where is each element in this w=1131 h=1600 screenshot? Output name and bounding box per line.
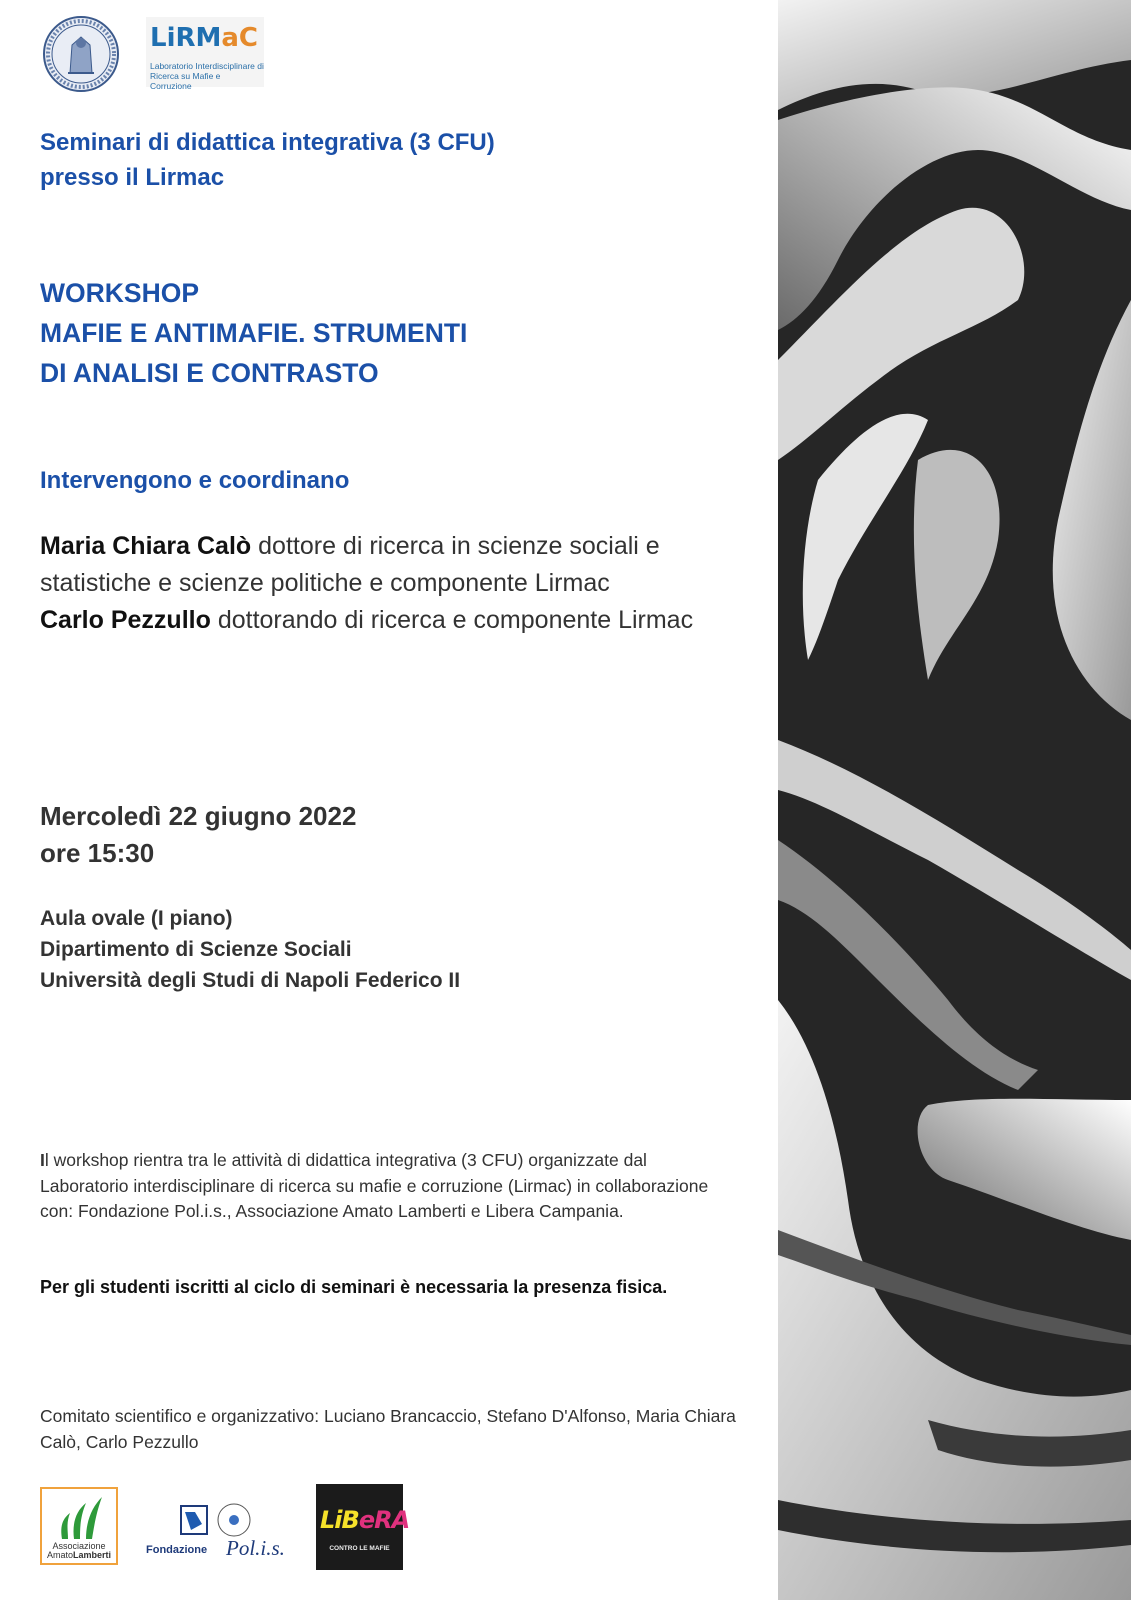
- libera-letters-1: LiB: [320, 1506, 359, 1534]
- libera-wordmark: [320, 1506, 409, 1534]
- libera-logo: [316, 1484, 410, 1570]
- workshop-title-line1: WORKSHOP: [40, 278, 199, 308]
- workshop-title-line2: MAFIE E ANTIMAFIE. STRUMENTI: [40, 318, 468, 348]
- event-date: Mercoledì 22 giugno 2022: [40, 801, 357, 831]
- seminar-title: [40, 125, 495, 195]
- seminar-title-line2: presso il Lirmac: [40, 164, 225, 191]
- workshop-title: [40, 273, 467, 393]
- speaker-name: Maria Chiara Calò: [40, 532, 252, 560]
- event-location: [40, 903, 460, 996]
- libera-letters-2: eRA: [358, 1506, 410, 1534]
- note-text: l workshop rientra tra le attività di didattica integrativa (3 CFU) organizzate dal Laboratorio interdisciplinare di ricerca su mafie e corruzione (Lirmac) in collaborazione con: Fondazione Pol.i.s., Associazione Amato Lamberti e Libera Campania.: [40, 1150, 709, 1221]
- seminar-title-line1: Seminari di didattica integrativa (3 CFU): [40, 129, 495, 156]
- attendance-notice: Per gli studenti iscritti al ciclo di seminari è necessaria la presenza fisica.: [40, 1277, 668, 1297]
- lamberti-logo-line1: Associazione: [52, 1541, 106, 1551]
- lamberti-leaves-icon: [42, 1493, 116, 1543]
- speaker-description: dottorando di ricerca e componente Lirmac: [217, 606, 694, 634]
- committee-text: Comitato scientifico e organizzativo: Luciano Brancaccio, Stefano D'Alfonso, Maria Chiara Calò, Carlo Pezzullo: [40, 1406, 736, 1452]
- university-seal-logo: [42, 15, 120, 93]
- workshop-title-line3: DI ANALISI E CONTRASTO: [40, 358, 379, 388]
- libera-subtitle: CONTRO LE MAFIE: [329, 1545, 390, 1552]
- lirmac-word-part1: LiRM: [150, 23, 222, 53]
- lamberti-logo-amato: Amato: [46, 1550, 73, 1560]
- event-university: Università degli Studi di Napoli Federico II: [40, 969, 461, 992]
- lamberti-logo-line2: [42, 1551, 116, 1560]
- speaker-description: dottore di ricerca in scienze sociali e: [258, 532, 660, 560]
- polis-foundation-label: Fondazione: [146, 1544, 208, 1556]
- lirmac-logo-wordmark: [150, 23, 258, 53]
- lamberti-logo-text: [42, 1542, 116, 1560]
- event-datetime: [40, 798, 356, 872]
- speaker-entry: [40, 528, 780, 565]
- abstract-swirl-artwork: [778, 0, 1131, 1600]
- polis-name: Pol.i.s.: [226, 1536, 285, 1560]
- speaker-name: Carlo Pezzullo: [40, 606, 211, 634]
- polis-emblem-icon: [144, 1500, 294, 1540]
- event-department: Dipartimento di Scienze Sociali: [40, 938, 352, 961]
- fondazione-polis-logo: [144, 1500, 294, 1566]
- speakers-list: [40, 528, 780, 639]
- workshop-note: [40, 1148, 740, 1225]
- amato-lamberti-logo: [40, 1487, 118, 1565]
- lirmac-word-part2: aC: [221, 23, 259, 53]
- lirmac-logo: [146, 17, 264, 91]
- event-time: ore 15:30: [40, 838, 155, 868]
- speaker-description-continued: statistiche e scienze politiche e componente Lirmac: [40, 569, 610, 597]
- note-first-letter: I: [40, 1150, 45, 1170]
- speaker-entry: [40, 602, 780, 639]
- speakers-heading: Intervengono e coordinano: [40, 467, 350, 494]
- event-room: Aula ovale (I piano): [40, 907, 233, 930]
- lamberti-logo-lamberti: Lamberti: [73, 1550, 112, 1560]
- lirmac-logo-subtitle: Laboratorio Interdisciplinare di Ricerca su Mafie e Corruzione: [150, 61, 264, 91]
